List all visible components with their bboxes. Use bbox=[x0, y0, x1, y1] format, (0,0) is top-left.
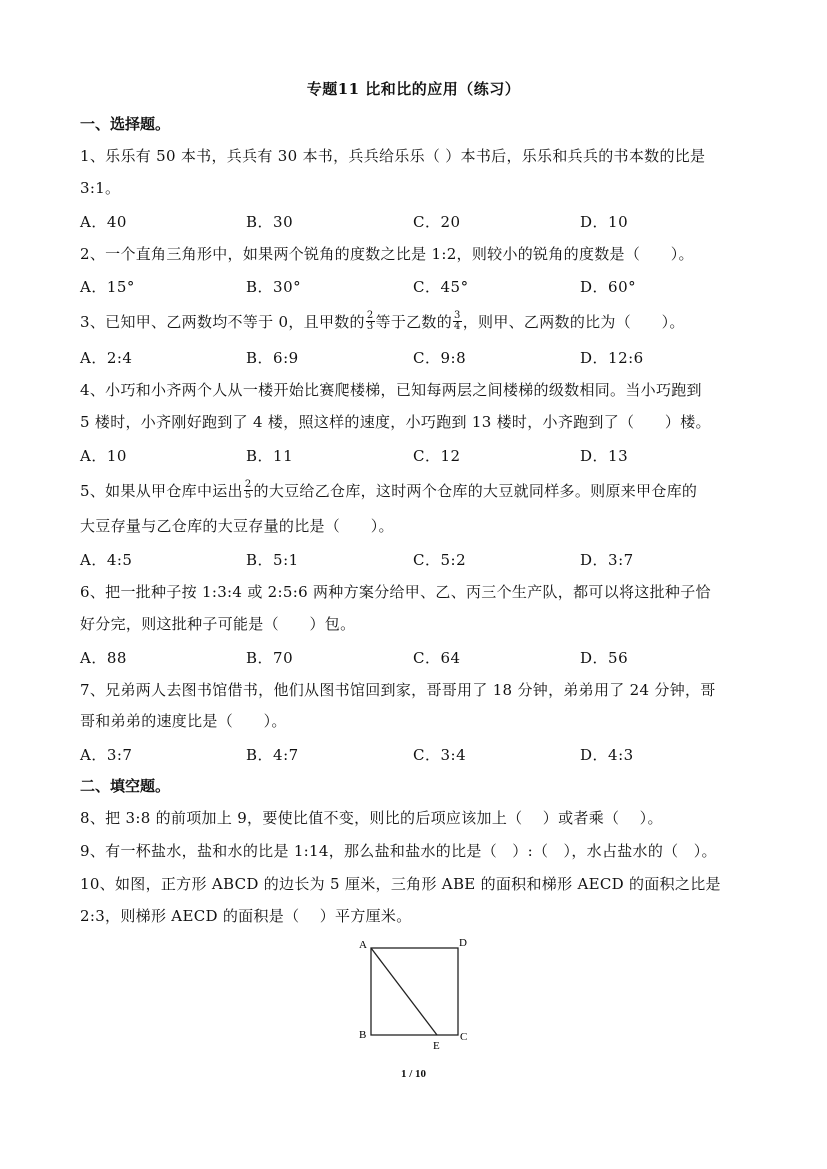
option-a: A．3:7 bbox=[80, 746, 133, 764]
option-a: A．88 bbox=[80, 649, 127, 667]
label-a: A bbox=[359, 939, 367, 951]
label-b: B bbox=[359, 1029, 367, 1041]
option-d: D．10 bbox=[580, 213, 629, 231]
option-b: B．70 bbox=[246, 649, 294, 667]
question-4-line-2: 5 楼时，小齐刚好跑到了 4 楼，照这样的速度，小巧跑到 13 楼时，小齐跑到了（ ）楼。 bbox=[80, 413, 711, 431]
question-2-options bbox=[80, 276, 760, 296]
option-b: B．30 bbox=[246, 213, 294, 231]
option-d: D．56 bbox=[580, 649, 629, 667]
page-title: 专题11 比和比的应用（练习） bbox=[306, 80, 521, 98]
page-number: 1 / 10 bbox=[400, 1068, 427, 1080]
option-a: A．15° bbox=[80, 278, 135, 296]
label-c: C bbox=[460, 1031, 468, 1043]
question-10-line-1: 10、如图，正方形 ABCD 的边长为 5 厘米，三角形 ABE 的面积和梯形 AECD 的面积之比是 bbox=[80, 875, 721, 893]
option-b: B．30° bbox=[246, 278, 302, 296]
question-5-line-1 bbox=[80, 480, 697, 503]
option-d: D．60° bbox=[580, 278, 637, 296]
option-c: C．45° bbox=[413, 278, 469, 296]
option-b: B．5:1 bbox=[246, 551, 299, 569]
label-e: E bbox=[433, 1040, 440, 1052]
question-10-line-2: 2:3，则梯形 AECD 的面积是（ ）平方厘米。 bbox=[80, 907, 412, 925]
fraction-numerator: 2 bbox=[244, 478, 252, 490]
option-b: B．11 bbox=[246, 447, 294, 465]
option-d: D．3:7 bbox=[580, 551, 634, 569]
fraction-denominator: 3 bbox=[366, 320, 374, 332]
q3-text-pre: 3、已知甲、乙两数均不等于 0，且甲数的 bbox=[80, 313, 365, 331]
question-8-line-1: 8、把 3:8 的前项加上 9，要使比值不变，则比的后项应该加上（ ）或者乘（ ）。 bbox=[80, 809, 663, 827]
q3-text-post: ，则甲、乙两数的比为（ ）。 bbox=[462, 313, 685, 331]
question-9-line-1: 9、有一杯盐水，盐和水的比是 1:14，那么盐和盐水的比是（ ）:（ ），水占盐水的（ ）。 bbox=[80, 842, 717, 860]
q3-text-mid: 等于乙数的 bbox=[375, 313, 453, 331]
option-c: C．20 bbox=[413, 213, 461, 231]
option-a: A．2:4 bbox=[80, 349, 133, 367]
fraction-two-thirds bbox=[366, 311, 375, 332]
option-c: C．12 bbox=[413, 447, 461, 465]
question-3-line-1 bbox=[80, 311, 685, 334]
square-abcd-figure bbox=[355, 934, 475, 1052]
question-1-line-1: 1、乐乐有 50 本书，兵兵有 30 本书，兵兵给乐乐（ ）本书后，乐乐和兵兵的书本数的比是 bbox=[80, 147, 706, 165]
segment-ae bbox=[371, 948, 437, 1035]
option-a: A．40 bbox=[80, 213, 127, 231]
fraction-three-quarters bbox=[453, 311, 462, 332]
question-7-line-1: 7、兄弟两人去图书馆借书，他们从图书馆回到家，哥哥用了 18 分钟，弟弟用了 24 分钟，哥 bbox=[80, 681, 716, 699]
section-heading-fill: 二、填空题。 bbox=[80, 777, 171, 795]
question-1-line-2: 3:1。 bbox=[80, 179, 121, 197]
section-heading-choice: 一、选择题。 bbox=[80, 115, 171, 133]
option-d: D．13 bbox=[580, 447, 629, 465]
option-a: A．4:5 bbox=[80, 551, 133, 569]
question-4-line-1: 4、小巧和小齐两个人从一楼开始比赛爬楼梯，已知每两层之间楼梯的级数相同。当小巧跑到 bbox=[80, 381, 702, 399]
fraction-numerator: 2 bbox=[366, 309, 374, 321]
fraction-two-fifths bbox=[244, 480, 253, 501]
label-d: D bbox=[459, 937, 467, 949]
question-6-line-2: 好分完，则这批种子可能是（ ）包。 bbox=[80, 615, 356, 633]
option-d: D．12:6 bbox=[580, 349, 644, 367]
option-a: A．10 bbox=[80, 447, 127, 465]
question-3-options bbox=[80, 347, 760, 367]
option-b: B．6:9 bbox=[246, 349, 299, 367]
fraction-denominator: 5 bbox=[244, 489, 252, 501]
square-abcd bbox=[371, 948, 458, 1035]
option-b: B．4:7 bbox=[246, 746, 299, 764]
question-6-line-1: 6、把一批种子按 1:3:4 或 2:5:6 两种方案分给甲、乙、丙三个生产队，都可以将这批种子恰 bbox=[80, 583, 711, 601]
question-7-line-2: 哥和弟弟的速度比是（ ）。 bbox=[80, 712, 287, 730]
option-c: C．3:4 bbox=[413, 746, 467, 764]
fraction-numerator: 3 bbox=[454, 309, 461, 321]
question-2-line-1: 2、一个直角三角形中，如果两个锐角的度数之比是 1:2，则较小的锐角的度数是（ ）。 bbox=[80, 245, 694, 263]
fraction-denominator: 4 bbox=[454, 320, 461, 332]
question-5-options bbox=[80, 549, 760, 569]
option-c: C．9:8 bbox=[413, 349, 467, 367]
question-7-options bbox=[80, 744, 760, 764]
option-c: C．5:2 bbox=[413, 551, 467, 569]
question-4-options bbox=[80, 445, 760, 465]
option-c: C．64 bbox=[413, 649, 461, 667]
option-d: D．4:3 bbox=[580, 746, 634, 764]
q5-text-pre: 5、如果从甲仓库中运出 bbox=[80, 482, 243, 500]
q5-text-post: 的大豆给乙仓库，这时两个仓库的大豆就同样多。则原来甲仓库的 bbox=[253, 482, 698, 500]
question-1-options bbox=[80, 211, 760, 231]
question-6-options bbox=[80, 647, 760, 667]
question-5-line-2: 大豆存量与乙仓库的大豆存量的比是（ ）。 bbox=[80, 517, 394, 535]
